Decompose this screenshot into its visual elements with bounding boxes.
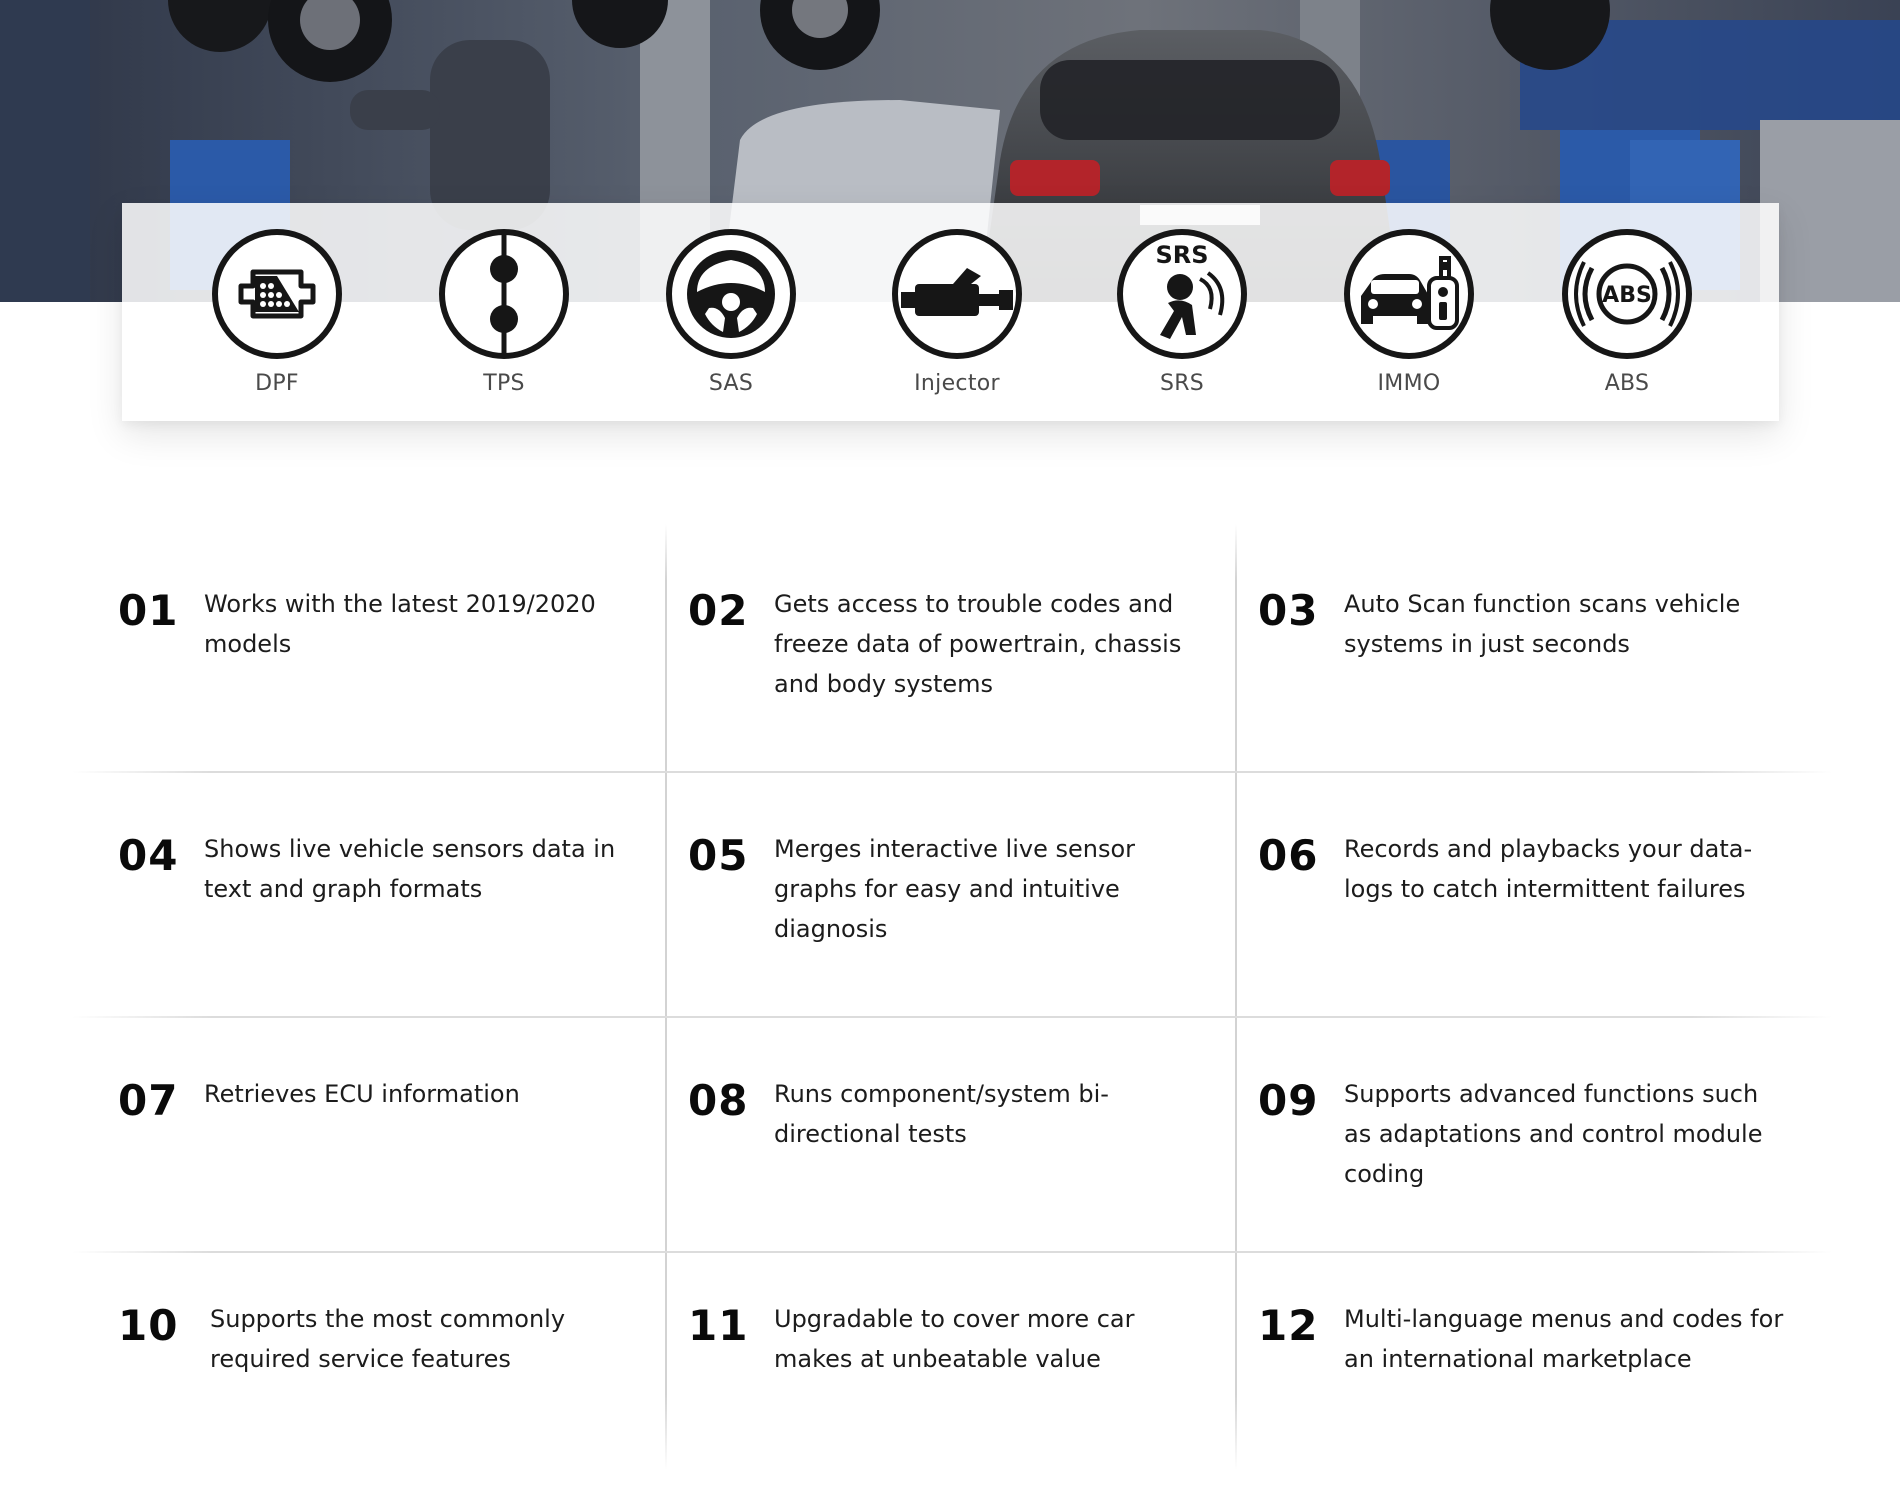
feature-number: 01 (118, 586, 179, 635)
feature-text: Records and playbacks your data-logs to catch intermittent failures (1344, 835, 1753, 903)
column-divider (665, 524, 667, 1470)
function-injector (867, 229, 1047, 396)
steering-wheel-icon (666, 229, 796, 359)
feature-number: 09 (1258, 1076, 1319, 1125)
feature-text: Retrieves ECU information (204, 1080, 520, 1108)
feature-number: 11 (688, 1301, 749, 1350)
function-label: IMMO (1377, 371, 1441, 396)
feature-text: Supports the most commonly required service features (210, 1305, 566, 1373)
function-label: DPF (255, 371, 299, 396)
feature-number: 10 (118, 1301, 179, 1350)
feature-grid (72, 524, 1832, 1470)
function-icon-strip (122, 203, 1779, 421)
function-label: Injector (914, 371, 1000, 396)
function-label: SRS (1159, 371, 1205, 396)
row-divider (72, 1251, 1832, 1253)
abs-brake-icon (1562, 229, 1692, 359)
feature-number: 06 (1258, 831, 1319, 880)
feature-number: 12 (1258, 1301, 1319, 1350)
airbag-icon-text: SRS (1155, 241, 1209, 269)
injector-icon (892, 229, 1022, 359)
feature-text: Upgradable to cover more car makes at unbeatable value (774, 1305, 1135, 1373)
feature-text: Merges interactive live sensor graphs for easy and intuitive diagnosis (774, 835, 1136, 943)
function-tps (414, 229, 594, 396)
function-abs (1537, 229, 1717, 396)
dpf-filter-icon (212, 229, 342, 359)
abs-icon-text: ABS (1602, 283, 1652, 308)
function-label: ABS (1604, 371, 1650, 396)
feature-text: Auto Scan function scans vehicle systems in just seconds (1344, 590, 1741, 658)
feature-text: Shows live vehicle sensors data in text and graph formats (204, 835, 616, 903)
row-divider (72, 1016, 1832, 1018)
feature-number: 04 (118, 831, 179, 880)
function-dpf (187, 229, 367, 396)
feature-text: Works with the latest 2019/2020 models (204, 590, 596, 658)
feature-number: 07 (118, 1076, 179, 1125)
car-key-icon (1344, 229, 1474, 359)
function-label: TPS (483, 371, 525, 396)
feature-text: Gets access to trouble codes and freeze data of powertrain, chassis and body systems (774, 590, 1182, 698)
function-sas (641, 229, 821, 396)
feature-text: Supports advanced functions such as adaptations and control module coding (1344, 1080, 1763, 1188)
feature-number: 03 (1258, 586, 1319, 635)
feature-number: 02 (688, 586, 749, 635)
feature-number: 05 (688, 831, 749, 880)
tps-throttle-icon (439, 229, 569, 359)
feature-number: 08 (688, 1076, 749, 1125)
function-immo (1319, 229, 1499, 396)
airbag-icon (1117, 229, 1247, 359)
function-label: SAS (708, 371, 754, 396)
row-divider (72, 771, 1832, 773)
feature-text: Multi-language menus and codes for an international marketplace (1344, 1305, 1784, 1373)
feature-text: Runs component/system bi-directional tests (774, 1080, 1109, 1148)
column-divider (1235, 524, 1237, 1470)
function-srs (1092, 229, 1272, 396)
